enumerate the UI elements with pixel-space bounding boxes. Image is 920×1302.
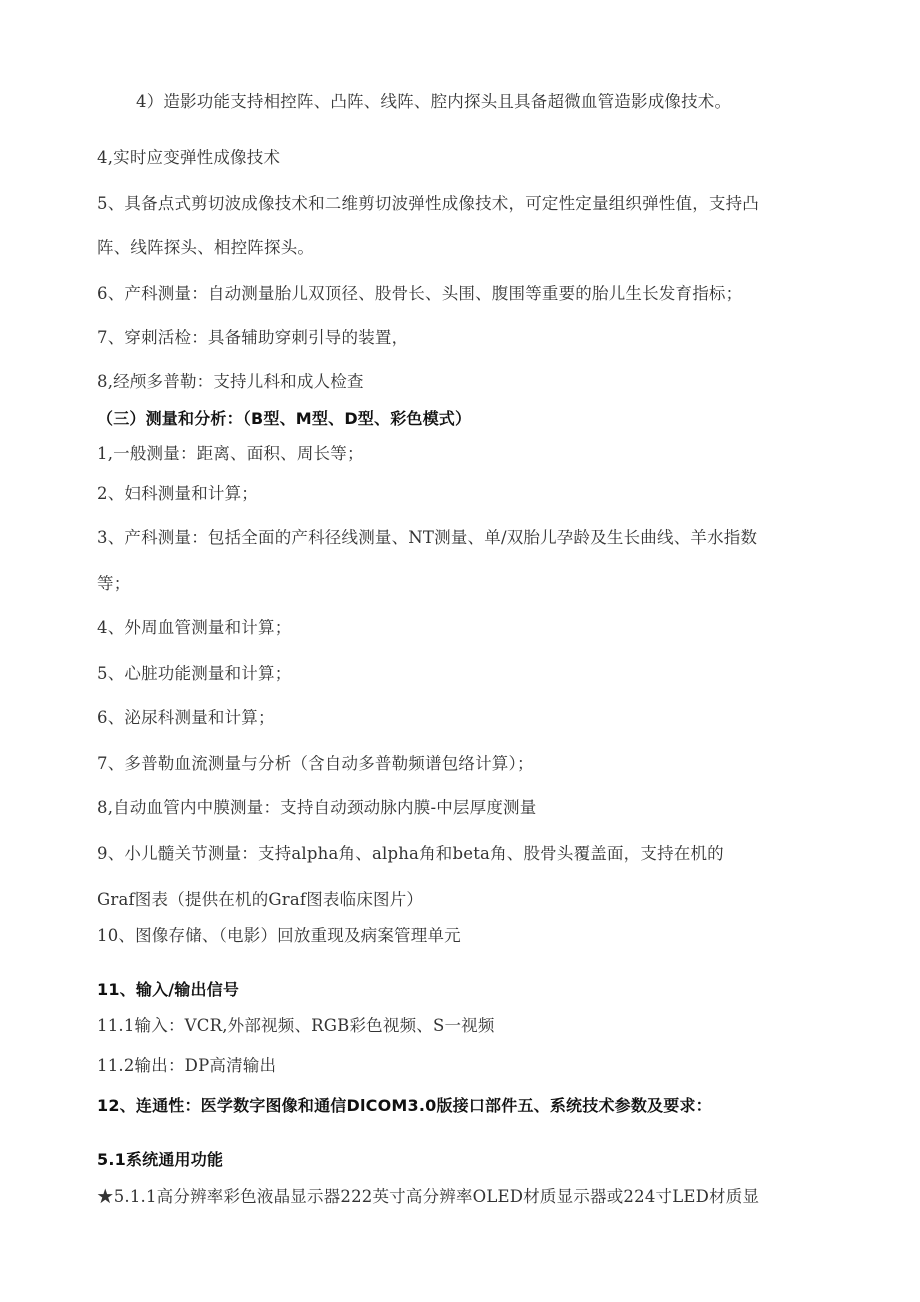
doc-line: 3、产科测量：包括全面的产科径线测量、NT测量、单/双胎儿孕龄及生长曲线、羊水指数 bbox=[97, 528, 758, 547]
doc-line: 4）造影功能支持相控阵、凸阵、线阵、腔内探头且具备超微血管造影成像技术。 bbox=[136, 92, 732, 111]
doc-line: 5、心脏功能测量和计算； bbox=[97, 664, 292, 683]
doc-line: 1,一般测量：距离、面积、周长等； bbox=[97, 444, 364, 463]
section-heading: 12、连通性：医学数字图像和通信DlCOM3.0版接口部件五、系统技术参数及要求： bbox=[97, 1096, 712, 1115]
doc-line: 10、图像存储、（电影）回放重现及病案管理单元 bbox=[97, 926, 461, 945]
doc-line: 6、产科测量：自动测量胎儿双顶径、股骨长、头围、腹围等重要的胎儿生长发育指标； bbox=[97, 284, 743, 303]
section-heading: 5.1系统通用功能 bbox=[97, 1150, 224, 1169]
doc-line: 4,实时应变弹性成像技术 bbox=[97, 148, 281, 167]
doc-line: 2、妇科测量和计算； bbox=[97, 484, 258, 503]
doc-line: 8,自动血管内中膜测量：支持自动颈动脉内膜-中层厚度测量 bbox=[97, 798, 537, 817]
section-heading: 11、输入/输出信号 bbox=[97, 980, 240, 999]
doc-line: 阵、线阵探头、相控阵探头。 bbox=[97, 238, 315, 257]
doc-line: 11.2输出：DP高清输出 bbox=[97, 1056, 277, 1075]
doc-line: 7、多普勒血流测量与分析（含自动多普勒频谱包络计算）； bbox=[97, 754, 534, 773]
doc-line: 6、泌尿科测量和计算； bbox=[97, 708, 275, 727]
section-heading: （三）测量和分析：（B型、M型、D型、彩色模式） bbox=[97, 409, 472, 428]
doc-line: Graf图表（提供在机的Graf图表临床图片） bbox=[97, 890, 424, 909]
doc-line: 5、具备点式剪切波成像技术和二维剪切波弹性成像技术，可定性定量组织弹性值，支持凸 bbox=[97, 194, 759, 213]
doc-line: ★5.1.1高分辨率彩色液晶显示器222英寸高分辨率OLED材质显示器或224寸LED材质显 bbox=[97, 1187, 760, 1206]
doc-line: 9、小儿髓关节测量：支持alpha角、alpha角和beta角、股骨头覆盖面，支持在机的 bbox=[97, 844, 724, 863]
doc-line: 8,经颅多普勒：支持儿科和成人检查 bbox=[97, 372, 364, 391]
doc-line: 等； bbox=[97, 574, 131, 593]
doc-line: 11.1输入：VCR,外部视频、RGB彩色视频、S一视频 bbox=[97, 1016, 495, 1035]
doc-line: 4、外周血管测量和计算； bbox=[97, 618, 292, 637]
doc-line: 7、穿刺活检：具备辅助穿刺引导的装置， bbox=[97, 328, 409, 347]
